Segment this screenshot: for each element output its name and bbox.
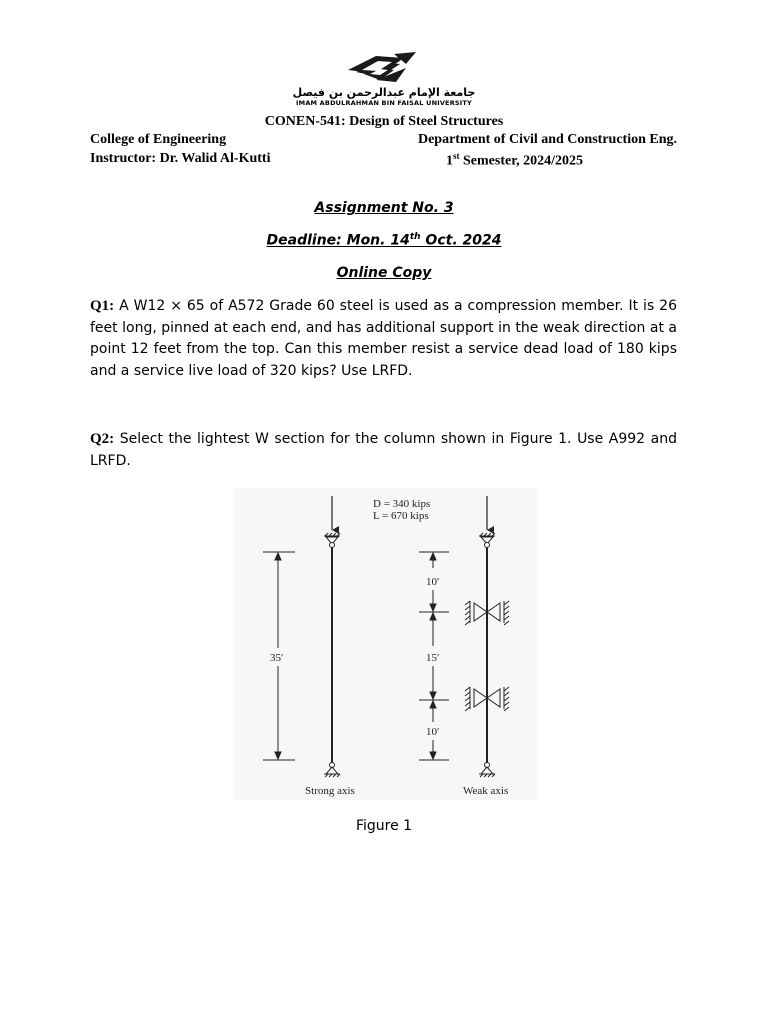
question-1-text: A W12 × 65 of A572 Grade 60 steel is used as a compression member. It is 26 feet long, pinned at each end, and has additional support in the weak direction at a point 12 feet from the top. Can this member resist a service dead load of 180 kips and a service live load of 320 kips? Use LRFD. [90, 298, 677, 379]
dead-load-label: D = 340 kips [373, 498, 431, 510]
weak-bottom-length-label: 10′ [426, 726, 440, 738]
copy-note: Online Copy [336, 265, 432, 281]
column-diagram-svg [233, 488, 537, 800]
course-title: CONEN-541: Design of Steel Structures [264, 114, 504, 129]
deadline [0, 232, 768, 249]
question-1-label: Q1: [90, 298, 115, 314]
semester-text: Semester, 2024/2025 [459, 153, 584, 169]
deadline-prefix: Deadline: Mon. 14 [266, 232, 410, 249]
semester-suffix: st [453, 151, 460, 161]
strong-bottom-pin-icon [324, 763, 340, 778]
weak-mid-length-label: 15′ [426, 652, 440, 664]
instructor-name: Instructor: Dr. Walid Al-Kutti [90, 151, 271, 166]
live-load-label: L = 670 kips [373, 510, 429, 522]
deadline-suffix: Oct. 2024 [420, 232, 502, 249]
weak-axis-label: Weak axis [463, 785, 509, 797]
logo-arabic-text: جامعة الإمام عبدالرحمن بن فيصل [292, 86, 476, 99]
strong-top-pin-icon [324, 533, 340, 548]
question-2-label: Q2: [90, 431, 115, 447]
deadline-suffix-sup: th [409, 232, 421, 242]
question-2 [90, 429, 677, 472]
figure-1-column-diagram [233, 488, 537, 800]
weak-top-length-label: 10′ [426, 576, 440, 588]
question-2-text: Select the lightest W section for the column shown in Figure 1. Use A992 and LRFD. [90, 431, 677, 469]
department-name: Department of Civil and Construction Eng. [417, 132, 677, 147]
figure-caption: Figure 1 [355, 818, 413, 834]
weak-bottom-pin-icon [479, 763, 495, 778]
question-1 [90, 296, 677, 382]
assignment-title: Assignment No. 3 [314, 200, 454, 216]
logo-english-text: IMAM ABDULRAHMAN BIN FAISAL UNIVERSITY [296, 99, 472, 107]
weak-top-pin-icon [479, 533, 495, 548]
semester-info [446, 151, 583, 170]
college-name: College of Engineering [90, 132, 227, 147]
strong-axis-label: Strong axis [305, 785, 355, 797]
university-emblem-icon [276, 50, 492, 86]
semester-number: 1 [446, 153, 453, 169]
university-logo [276, 50, 492, 108]
strong-length-label: 35′ [270, 652, 284, 664]
